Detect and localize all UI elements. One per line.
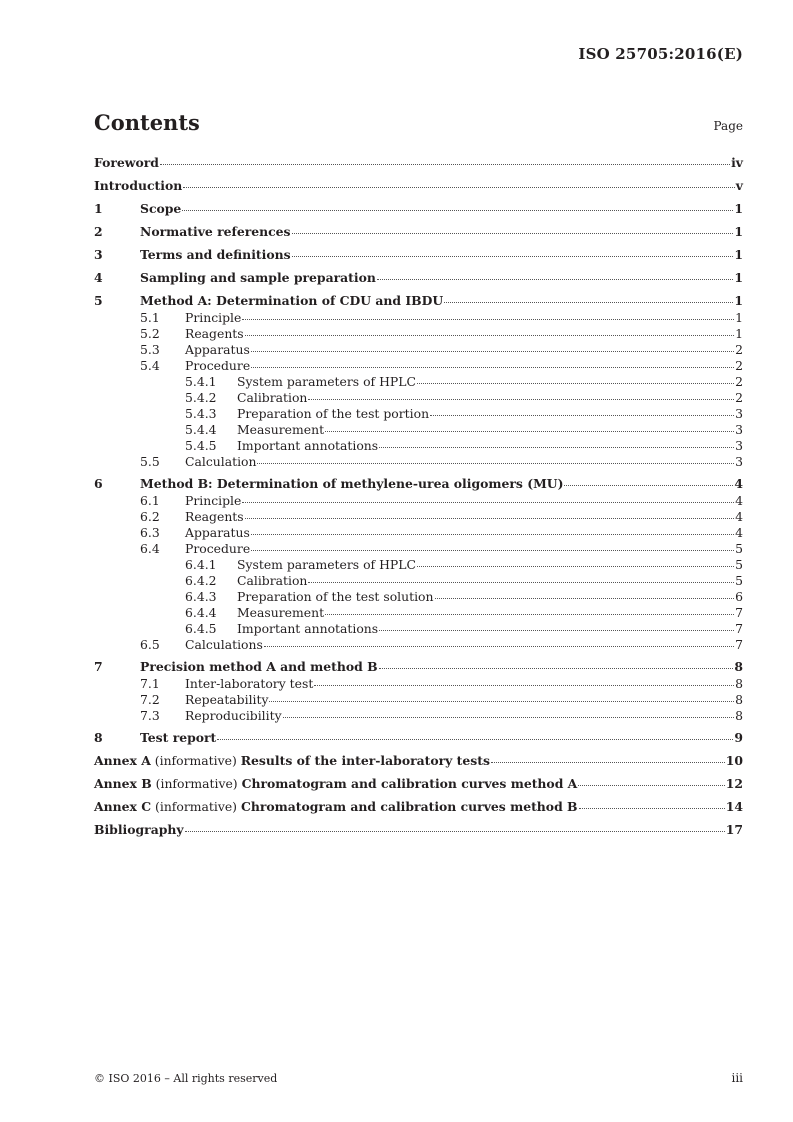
toc-entry-page: 9 — [734, 730, 743, 745]
toc-entry-page: 4 — [735, 493, 743, 508]
toc-entry-label — [237, 557, 416, 573]
toc-entry-title: Reagents — [185, 509, 244, 524]
toc-entry-title: Preparation of the test solution — [237, 589, 434, 604]
toc-entry-label — [185, 541, 250, 557]
toc-entry-number: 6.4.4 — [185, 605, 217, 620]
toc-entry-page: 4 — [735, 525, 743, 540]
toc-entry-title: Annex C — [94, 799, 152, 814]
toc-entry-title: Reagents — [185, 326, 244, 341]
toc-entry[interactable] — [94, 342, 743, 358]
toc-entry-label — [237, 438, 378, 454]
toc-dot-leader — [251, 367, 734, 368]
toc-dot-leader — [308, 399, 734, 400]
toc-entry-label — [185, 676, 313, 692]
toc-entry-title: Calibration — [237, 390, 308, 405]
toc-dot-leader — [217, 739, 733, 740]
toc-entry-page: 1 — [734, 270, 743, 285]
toc-entry-label — [185, 708, 282, 724]
toc-entry-page: 4 — [735, 509, 743, 524]
toc-dot-leader — [379, 668, 734, 669]
toc-entry-number: 6 — [94, 476, 103, 491]
toc-entry[interactable] — [94, 573, 743, 589]
toc-entry-number: 7.2 — [140, 692, 160, 707]
toc-entry-title: Apparatus — [185, 342, 250, 357]
toc-entry-page: 5 — [735, 573, 743, 588]
document-id: ISO 25705:2016(E) — [578, 45, 743, 63]
toc-entry-title: Procedure — [185, 358, 251, 373]
toc-entry[interactable] — [94, 692, 743, 708]
toc-entry-annex-title: Chromatogram and calibration curves method A — [241, 776, 578, 791]
toc-entry-page: 1 — [735, 326, 743, 341]
toc-entry[interactable] — [94, 406, 743, 422]
toc-entry-title: Principle — [185, 310, 242, 325]
toc-entry-title: System parameters of HPLC — [237, 374, 416, 389]
toc-entry-annex-type: (informative) — [151, 776, 242, 791]
toc-entry[interactable] — [94, 589, 743, 605]
toc-entry[interactable] — [94, 154, 743, 172]
toc-entry-page: 3 — [735, 454, 743, 469]
toc-dot-leader — [314, 685, 734, 686]
toc-entry-title: Scope — [140, 201, 182, 216]
page-column-label: Page — [713, 119, 743, 133]
toc-entry[interactable] — [94, 676, 743, 692]
toc-entry-page: 8 — [734, 659, 743, 674]
toc-entry-page: 8 — [735, 676, 743, 691]
toc-entry[interactable] — [94, 177, 743, 195]
toc-dot-leader — [325, 431, 734, 432]
toc-entry-number: 5.5 — [140, 454, 160, 469]
toc-entry-title: Foreword — [94, 155, 159, 170]
toc-entry-page: 7 — [735, 621, 743, 636]
toc-entry-title: Important annotations — [237, 621, 379, 636]
toc-entry-label — [185, 326, 244, 342]
toc-entry-page: 8 — [735, 708, 743, 723]
toc-entry-title: Annex B — [94, 776, 152, 791]
toc-entry[interactable] — [94, 798, 743, 816]
toc-entry-title: Principle — [185, 493, 242, 508]
toc-entry-title: Method A: Determination of CDU and IBDU — [140, 293, 444, 308]
toc-entry-page: 6 — [735, 589, 743, 604]
toc-entry-title: Measurement — [237, 422, 325, 437]
toc-entry-page: 1 — [734, 201, 743, 216]
toc-entry[interactable] — [94, 729, 743, 747]
toc-entry-number: 7 — [94, 659, 103, 674]
toc-entry[interactable] — [94, 358, 743, 374]
toc-entry[interactable] — [94, 493, 743, 509]
toc-dot-leader — [245, 518, 734, 519]
toc-entry-page: 8 — [735, 692, 743, 707]
toc-entry-label — [185, 692, 268, 708]
toc-dot-leader — [325, 614, 734, 615]
toc-entry-title: Method B: Determination of methylene-urea oligomers (MU) — [140, 476, 564, 491]
toc-entry-number: 2 — [94, 224, 103, 239]
toc-entry-page: 5 — [735, 541, 743, 556]
toc-entry-label — [94, 821, 184, 839]
toc-entry-number: 5.4.2 — [185, 390, 217, 405]
toc-dot-leader — [379, 447, 734, 448]
toc-dot-leader — [444, 302, 733, 303]
toc-entry-label — [185, 342, 250, 358]
toc-entry-title: Repeatability — [185, 692, 269, 707]
toc-entry-page: 4 — [734, 476, 743, 491]
toc-entry-label — [185, 525, 250, 541]
toc-entry[interactable] — [94, 752, 743, 770]
toc-entry-page: 3 — [735, 406, 743, 421]
toc-entry-page: 1 — [734, 224, 743, 239]
toc-entry-title: Sampling and sample preparation — [140, 270, 376, 285]
toc-entry-page: 3 — [735, 422, 743, 437]
toc-entry-title: Bibliography — [94, 822, 184, 837]
toc-entry-number: 6.4.2 — [185, 573, 217, 588]
toc-entry-label — [237, 422, 324, 438]
toc-entry-title: Normative references — [140, 224, 291, 239]
toc-entry-label — [237, 406, 429, 422]
toc-entry[interactable] — [94, 454, 743, 470]
toc-entry-page: 3 — [735, 438, 743, 453]
toc-entry-title: System parameters of HPLC — [237, 557, 416, 572]
toc-entry-label — [237, 605, 324, 621]
toc-dot-leader — [182, 210, 733, 211]
toc-entry[interactable] — [94, 246, 743, 264]
toc-entry-title: Preparation of the test portion — [237, 406, 430, 421]
toc-dot-leader — [417, 566, 734, 567]
toc-dot-leader — [430, 415, 734, 416]
toc-entry-title: Procedure — [185, 541, 251, 556]
toc-entry[interactable] — [94, 637, 743, 653]
toc-dot-leader — [251, 550, 734, 551]
toc-entry-label — [140, 292, 443, 310]
toc-entry[interactable] — [94, 525, 743, 541]
toc-entry-page: 7 — [735, 637, 743, 652]
toc-entry-number: 6.4.5 — [185, 621, 217, 636]
toc-dot-leader — [251, 534, 734, 535]
toc-entry-label — [94, 798, 578, 816]
toc-entry-annex-type: (informative) — [150, 753, 241, 768]
toc-entry-page: 2 — [735, 358, 743, 373]
toc-entry-number: 5.4.1 — [185, 374, 217, 389]
toc-entry-title: Important annotations — [237, 438, 379, 453]
toc-entry[interactable] — [94, 374, 743, 390]
toc-entry-title: Test report — [140, 730, 217, 745]
toc-entry[interactable] — [94, 422, 743, 438]
toc-entry[interactable] — [94, 438, 743, 454]
toc-dot-leader — [242, 502, 734, 503]
toc-entry-title: Reproducibility — [185, 708, 282, 723]
toc-entry-label — [140, 475, 563, 493]
toc-entry-label — [94, 775, 577, 793]
toc-entry[interactable] — [94, 475, 743, 493]
toc-entry[interactable] — [94, 310, 743, 326]
toc-entry-title: Calculation — [185, 454, 257, 469]
footer-page-number: iii — [731, 1071, 743, 1085]
toc-entry[interactable] — [94, 200, 743, 218]
table-of-contents — [94, 154, 743, 839]
toc-entry-number: 6.2 — [140, 509, 160, 524]
toc-entry-number: 4 — [94, 270, 103, 285]
toc-entry-label — [140, 246, 291, 264]
toc-entry[interactable] — [94, 821, 743, 839]
toc-entry-page: v — [735, 178, 743, 193]
toc-entry-page: 1 — [734, 293, 743, 308]
toc-dot-leader — [283, 717, 735, 718]
toc-entry-label — [94, 154, 159, 172]
toc-entry-number: 5.2 — [140, 326, 160, 341]
toc-entry-number: 6.1 — [140, 493, 160, 508]
toc-entry-page: 7 — [735, 605, 743, 620]
toc-entry-annex-title: Results of the inter-laboratory tests — [240, 753, 490, 768]
toc-entry-page: 2 — [735, 390, 743, 405]
toc-entry-number: 5.1 — [140, 310, 160, 325]
page-title: Contents — [94, 110, 200, 135]
toc-entry-label — [140, 729, 216, 747]
toc-entry-number: 1 — [94, 201, 103, 216]
toc-entry-label — [237, 621, 378, 637]
toc-entry[interactable] — [94, 390, 743, 406]
toc-entry-number: 5.4.4 — [185, 422, 217, 437]
toc-entry-label — [185, 454, 256, 470]
toc-entry-number: 3 — [94, 247, 103, 262]
toc-entry-number: 5.3 — [140, 342, 160, 357]
toc-dot-leader — [308, 582, 734, 583]
toc-entry-number: 6.4.1 — [185, 557, 217, 572]
toc-entry-annex-title: Chromatogram and calibration curves method B — [240, 799, 578, 814]
toc-entry-label — [185, 637, 263, 653]
toc-dot-leader — [377, 279, 733, 280]
toc-entry-title: Introduction — [94, 178, 183, 193]
toc-entry-page: 17 — [725, 822, 743, 837]
toc-dot-leader — [242, 319, 734, 320]
toc-entry-label — [237, 390, 307, 406]
toc-entry-number: 5.4 — [140, 358, 160, 373]
toc-entry-page: 14 — [725, 799, 743, 814]
toc-entry-label — [185, 509, 244, 525]
toc-entry-number: 5.4.5 — [185, 438, 217, 453]
toc-entry-page: 1 — [735, 310, 743, 325]
toc-dot-leader — [564, 485, 733, 486]
toc-entry-number: 7.1 — [140, 676, 160, 691]
toc-entry-label — [185, 310, 241, 326]
toc-entry[interactable] — [94, 658, 743, 676]
toc-dot-leader — [578, 785, 724, 786]
toc-entry-number: 6.3 — [140, 525, 160, 540]
toc-entry-page: 12 — [725, 776, 743, 791]
toc-dot-leader — [183, 187, 735, 188]
toc-entry-page: 10 — [725, 753, 743, 768]
toc-entry-label — [185, 358, 250, 374]
toc-entry-number: 7.3 — [140, 708, 160, 723]
toc-entry-label — [185, 493, 241, 509]
toc-entry[interactable] — [94, 541, 743, 557]
toc-entry-label — [94, 177, 182, 195]
toc-dot-leader — [379, 630, 734, 631]
toc-dot-leader — [257, 463, 734, 464]
toc-entry[interactable] — [94, 509, 743, 525]
toc-dot-leader — [292, 233, 734, 234]
toc-entry-title: Terms and definitions — [140, 247, 291, 262]
toc-entry[interactable] — [94, 708, 743, 724]
toc-dot-leader — [269, 701, 734, 702]
toc-entry-number: 5.4.3 — [185, 406, 217, 421]
toc-entry[interactable] — [94, 269, 743, 287]
toc-dot-leader — [417, 383, 734, 384]
toc-entry-title: Calibration — [237, 573, 308, 588]
toc-entry-title: Inter-laboratory test — [185, 676, 314, 691]
toc-entry-label — [237, 573, 307, 589]
toc-dot-leader — [264, 646, 734, 647]
toc-dot-leader — [185, 831, 725, 832]
toc-entry[interactable] — [94, 292, 743, 310]
toc-entry-page: 1 — [734, 247, 743, 262]
toc-entry[interactable] — [94, 223, 743, 241]
toc-dot-leader — [579, 808, 725, 809]
toc-entry-number: 5 — [94, 293, 103, 308]
toc-entry-label — [237, 589, 434, 605]
toc-entry[interactable] — [94, 605, 743, 621]
toc-entry-title: Calculations — [185, 637, 263, 652]
toc-entry-number: 6.4.3 — [185, 589, 217, 604]
toc-entry[interactable] — [94, 621, 743, 637]
toc-entry-label — [140, 269, 376, 287]
toc-dot-leader — [292, 256, 734, 257]
toc-entry-title: Measurement — [237, 605, 325, 620]
toc-dot-leader — [251, 351, 734, 352]
toc-entry-label — [140, 223, 291, 241]
toc-entry-label — [94, 752, 490, 770]
toc-entry-annex-type: (informative) — [151, 799, 241, 814]
footer-copyright: © ISO 2016 – All rights reserved — [94, 1072, 278, 1085]
toc-entry-label — [140, 200, 181, 218]
toc-entry-page: 5 — [735, 557, 743, 572]
toc-entry-page: 2 — [735, 342, 743, 357]
toc-entry-page: iv — [731, 155, 743, 170]
toc-entry-label — [140, 658, 378, 676]
toc-entry-title: Annex A — [94, 753, 151, 768]
toc-entry-title: Apparatus — [185, 525, 250, 540]
toc-dot-leader — [435, 598, 735, 599]
toc-entry[interactable] — [94, 326, 743, 342]
toc-entry-number: 6.4 — [140, 541, 160, 556]
toc-entry[interactable] — [94, 775, 743, 793]
toc-dot-leader — [160, 164, 730, 165]
toc-entry[interactable] — [94, 557, 743, 573]
toc-entry-label — [237, 374, 416, 390]
toc-entry-number: 8 — [94, 730, 103, 745]
toc-entry-number: 6.5 — [140, 637, 160, 652]
toc-entry-page: 2 — [735, 374, 743, 389]
toc-dot-leader — [245, 335, 734, 336]
toc-dot-leader — [491, 762, 725, 763]
toc-entry-title: Precision method A and method B — [140, 659, 378, 674]
